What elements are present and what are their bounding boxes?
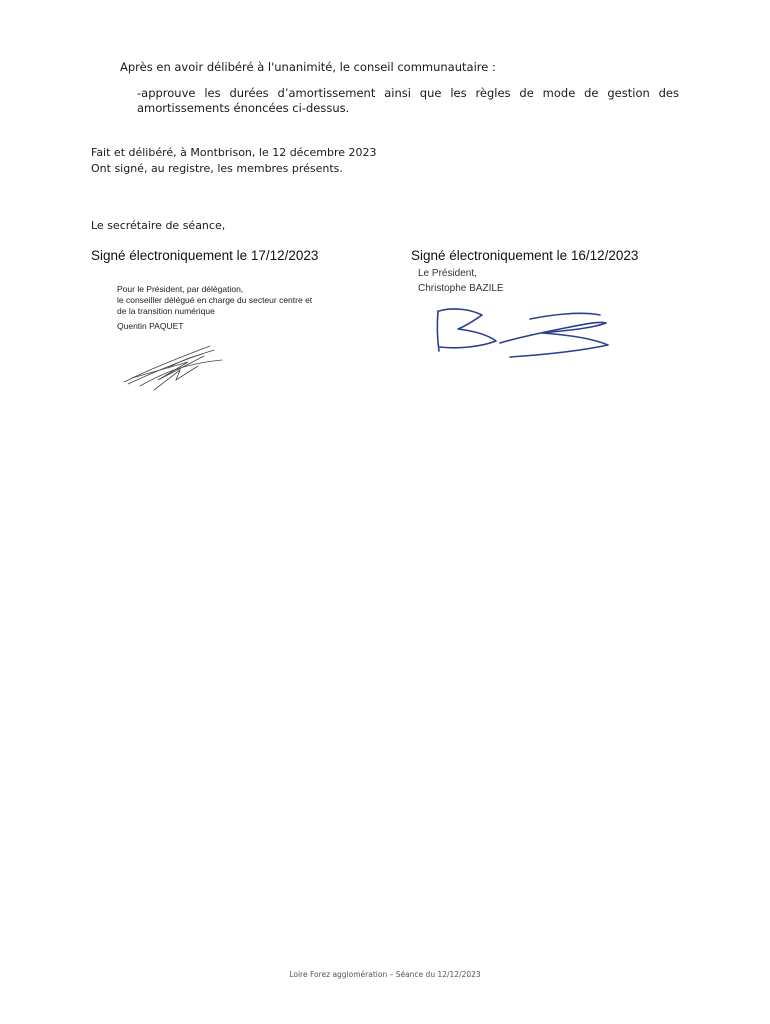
delegation-line-3: de la transition numérique [117,306,215,316]
right-signature-block [418,266,504,296]
closing-line-1: Fait et délibéré, à Montbrison, le 12 décembre 2023 [91,146,377,159]
closing-block [91,145,377,177]
left-signatory-name: Quentin PAQUET [117,321,184,331]
deliberation-intro: Après en avoir délibéré à l'unanimité, le conseil communautaire : [120,60,496,74]
right-signature-header: Signé électroniquement le 16/12/2023 [411,248,639,263]
delegation-line-2: le conseiller délégué en charge du secteur centre et [117,295,313,305]
closing-line-2: Ont signé, au registre, les membres présents. [91,162,343,175]
secretary-label: Le secrétaire de séance, [91,219,226,232]
deliberation-item: -approuve les durées d’amortissement ainsi que les règles de mode de gestion des amortissements énoncées ci-dessus. [137,86,679,115]
right-signatory-name: Christophe BAZILE [418,283,504,294]
right-signatory-title: Le Président, [418,268,477,279]
left-signature-delegation [117,284,312,317]
left-handwritten-signature [118,340,228,392]
right-handwritten-signature [430,303,615,368]
delegation-line-1: Pour le Président, par délégation, [117,284,244,294]
page-footer: Loire Forez agglomération – Séance du 12/12/2023 [289,970,481,979]
left-signature-header: Signé électroniquement le 17/12/2023 [91,248,319,263]
